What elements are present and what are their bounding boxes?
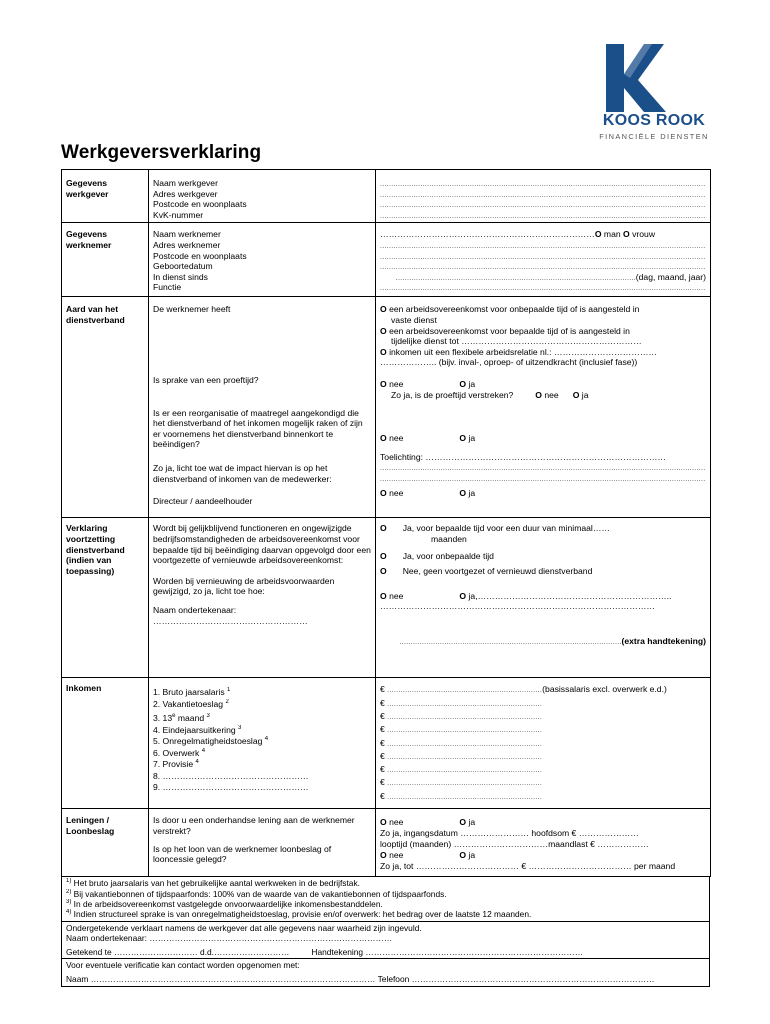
section-aard <box>62 297 711 518</box>
reorganisatie-options <box>380 433 706 444</box>
input-value[interactable] <box>387 763 542 776</box>
loonbeslag-options <box>380 850 706 861</box>
question-column <box>149 518 376 678</box>
option-label: Ja, voor onbepaalde tijd <box>402 550 494 561</box>
q-proeftijd: Is sprake van een proeftijd? <box>153 374 259 385</box>
euro-sign: € <box>380 684 385 695</box>
input-value[interactable] <box>387 790 542 803</box>
input-salaris[interactable] <box>387 683 542 696</box>
input-verificatie-telefoon[interactable]: Telefoon …………………………………………………………………………… <box>377 973 655 984</box>
radio-lening-ja[interactable]: O <box>459 817 467 828</box>
radio-beslag-nee[interactable]: O <box>380 850 387 861</box>
extra-signature-line[interactable] <box>380 636 706 647</box>
footnote-ref: 4 <box>201 748 206 755</box>
field-values <box>376 223 711 297</box>
section-label: Gegevens werknemer <box>62 223 149 297</box>
section-leningen <box>62 809 711 877</box>
radio-onbepaald[interactable]: O <box>380 304 387 315</box>
radio-flexibel[interactable]: O <box>380 346 387 357</box>
input-getekend-te[interactable]: Getekend te ………………………… d.d.……………………… <box>66 946 290 957</box>
income-value-5[interactable] <box>380 737 706 750</box>
footnote-num: 2) <box>66 888 72 895</box>
footnote-text: Het bruto jaarsalaris van het gebruikelijke aantal werkweken in de bedrijfstak. <box>73 878 360 889</box>
radio-nee-voortgezet[interactable]: O <box>380 566 387 577</box>
option-label: een arbeidsovereenkomst voor bepaalde tijd of is aangesteld in <box>389 325 630 336</box>
q-voortzetting: Wordt bij gelijkblijvend functioneren en ongewijzigde bedrijfsomstandigheden de arbeidsovereenkomst voor bepaalde tijd bij beëindiging daarvan opgevolgd door een voortgezette of vernieuwde arbeidsovereenkomst: <box>153 523 371 566</box>
verificatie <box>61 959 710 986</box>
section-werknemer <box>62 223 711 297</box>
section-werkgever <box>62 170 711 223</box>
item-label: 5. Onregelmatigheidstoeslag <box>153 736 263 747</box>
section-label: Leningen / Loonbeslag <box>62 809 149 877</box>
radio-man[interactable]: O <box>594 229 602 240</box>
income-values <box>376 678 711 809</box>
income-value-8[interactable] <box>380 776 706 789</box>
field-naam-werkgever: Naam werkgever <box>153 178 218 188</box>
option-label: inkomen uit een flexibele arbeidsrelatie nl.: ……………………………… <box>389 346 658 357</box>
income-item-7 <box>153 759 371 771</box>
input-value[interactable] <box>387 737 542 750</box>
item-label: 3. 13 <box>153 713 173 724</box>
declaration <box>61 922 710 960</box>
input-lening-looptijd[interactable]: looptijd (maanden) ……………………………maandlast € ……………… <box>380 839 649 850</box>
vernieuwing-options <box>380 591 706 602</box>
input-toelichting[interactable]: Toelichting: ………………………………………………………………………… <box>380 451 667 462</box>
section-label: Inkomen <box>62 678 149 809</box>
form-sheet <box>61 169 710 987</box>
input-value[interactable] <box>387 697 542 710</box>
option-ja-onbepaald[interactable] <box>380 551 706 562</box>
input-wijziging-2[interactable]: …………………………………………………………………………………… <box>380 601 655 612</box>
income-item-2 <box>153 699 371 711</box>
ordinal-sup: e <box>172 713 176 720</box>
euro-sign: € <box>380 777 385 788</box>
item-label: 4. Eindejaarsuitkering <box>153 724 236 735</box>
radio-verstreken-nee[interactable]: O <box>535 389 542 400</box>
q-ondertekenaar: Naam ondertekenaar: <box>153 604 237 615</box>
euro-sign: € <box>380 764 385 775</box>
q-impact: Zo ja, licht toe wat de impact hiervan is op het dienstverband of inkomen van de medewerker: <box>153 462 332 484</box>
footnote-4 <box>66 909 705 919</box>
signature-line <box>66 947 705 958</box>
page-title: Werkgeversverklaring <box>61 142 262 163</box>
input-postcode-werkgever[interactable] <box>380 199 706 210</box>
lening-options <box>380 817 706 828</box>
input-value[interactable] <box>387 710 542 723</box>
radio-beslag-ja[interactable]: O <box>459 850 467 861</box>
input-lening-details[interactable]: Zo ja, ingangsdatum …………………… hoofdsom € ………………… <box>380 828 639 839</box>
label-ja: ja <box>468 850 476 861</box>
option-label: maanden <box>431 533 467 544</box>
footnote-ref: 3 <box>238 725 242 732</box>
field-in-dienst: In dienst sinds <box>153 271 208 282</box>
input-naam-ondertekenaar[interactable]: Naam ondertekenaar: …………………………………………………………………………… <box>66 933 393 944</box>
input-adres-werknemer[interactable] <box>380 240 706 251</box>
euro-sign: € <box>380 737 385 748</box>
radio-wijziging-nee[interactable]: O <box>380 590 387 601</box>
radio-lening-nee[interactable]: O <box>380 817 387 828</box>
label-ja: ja <box>468 487 476 498</box>
radio-dga-nee[interactable]: O <box>380 487 387 498</box>
section-label: Verklaring voortzetting dienstverband (indien van toepassing) <box>62 518 149 678</box>
footnote-num: 1) <box>66 878 72 885</box>
input-beslag-details[interactable]: Zo ja, tot ……………………………… € ……………………………… per maand <box>380 861 676 872</box>
q-loonbeslag: Is op het loon van de werknemer loonbeslag of looncessie gelegd? <box>153 843 332 865</box>
input-extra-handtekening[interactable] <box>399 636 621 647</box>
input-value[interactable] <box>387 750 542 763</box>
form-table <box>61 169 711 877</box>
radio-verstreken-ja[interactable]: O <box>572 389 580 400</box>
footnote-ref: 4 <box>264 736 269 743</box>
answer-column <box>376 809 711 877</box>
option-label: Nee, geen voortgezet of vernieuwd dienstverband <box>402 566 593 577</box>
input-flexibel[interactable]: ……………….. (bijv. inval-, oproep- of uitzendkracht (inclusief fase)) <box>380 357 638 368</box>
income-value-7[interactable] <box>380 763 706 776</box>
income-value-6[interactable] <box>380 750 706 763</box>
income-items <box>149 678 376 809</box>
input-ondertekenaar[interactable]: ……………………………………………… <box>153 615 308 626</box>
option-nee-voortgezet[interactable] <box>380 566 706 577</box>
input-functie[interactable] <box>380 282 706 293</box>
question-column <box>149 809 376 877</box>
input-bepaald-tot[interactable]: tijdelijke dienst tot ……………………………………………………… <box>391 336 642 347</box>
footnote-1 <box>66 878 705 888</box>
label-ja: ja <box>468 378 476 389</box>
label-nee: nee <box>389 433 404 444</box>
item-label: 1. Bruto jaarsalaris <box>153 687 225 698</box>
income-item-5 <box>153 736 371 748</box>
radio-wijziging-ja[interactable]: O <box>459 590 467 601</box>
answer-column <box>376 518 711 678</box>
input-wijziging[interactable]: ja,………………………………………………………….. <box>468 590 672 601</box>
income-item-9[interactable]: 9. …………………………………………… <box>153 782 309 793</box>
field-functie: Functie <box>153 282 182 293</box>
verificatie-line <box>66 974 705 985</box>
label-vrouw: vrouw <box>632 229 656 240</box>
q-lening: Is door u een onderhandse lening aan de werknemer verstrekt? <box>153 815 355 836</box>
item-label: maand <box>175 713 205 724</box>
label-nee: nee <box>389 590 404 601</box>
in-dienst-line <box>380 272 706 283</box>
declaration-text: Ondergetekende verklaart namens de werkgever dat alle gegevens naar waarheid zijn ingevuld. <box>66 922 422 933</box>
euro-sign: € <box>380 750 385 761</box>
euro-sign: € <box>380 790 385 801</box>
radio-reorg-nee[interactable]: O <box>380 433 387 444</box>
input-value[interactable] <box>387 723 542 736</box>
field-labels <box>149 170 376 223</box>
label-nee: nee <box>389 378 404 389</box>
footnote-num: 3) <box>66 899 72 906</box>
radio-vrouw[interactable]: O <box>623 229 630 240</box>
answer-column <box>376 297 711 518</box>
input-impact-2[interactable] <box>380 473 706 484</box>
field-naam-werknemer: Naam werknemer <box>153 229 221 240</box>
label-man: man <box>603 229 621 240</box>
income-value-3[interactable] <box>380 710 706 723</box>
radio-bepaald[interactable]: O <box>380 325 387 336</box>
footnote-text: Indien structureel sprake is van onregelmatigheidstoeslag, provisie en/of overwerk: het bedrag over de laatste 12 maanden. <box>73 909 532 920</box>
euro-sign: € <box>380 697 385 708</box>
income-value-9[interactable] <box>380 790 706 803</box>
income-value-2[interactable] <box>380 697 706 710</box>
label-nee: nee <box>544 389 559 400</box>
footnote-ref: 3 <box>206 713 210 720</box>
euro-sign: € <box>380 710 385 721</box>
proeftijd-options <box>380 379 706 390</box>
label-nee: nee <box>389 850 404 861</box>
field-postcode-werknemer: Postcode en woonplaats <box>153 250 247 261</box>
input-naam-werkgever[interactable] <box>380 178 706 189</box>
income-item-3 <box>153 713 371 725</box>
section-label: Aard van het dienstverband <box>62 297 149 518</box>
section-inkomen <box>62 678 711 809</box>
income-value-4[interactable] <box>380 723 706 736</box>
item-label: 7. Provisie <box>153 759 194 770</box>
input-value[interactable] <box>387 776 542 789</box>
field-geboortedatum: Geboortedatum <box>153 261 213 272</box>
label-ja: ja <box>581 389 589 400</box>
option-onbepaalde-tijd[interactable] <box>380 304 706 315</box>
field-kvk: KvK-nummer <box>153 209 204 220</box>
radio-ja-bepaald[interactable]: O <box>380 523 387 534</box>
date-hint: (dag, maand, jaar) <box>635 271 706 282</box>
brand-subtitle: FINANCIËLE DIENSTEN <box>599 132 709 141</box>
brand-name: KOOS ROOK <box>602 112 706 129</box>
footnote-num: 4) <box>66 909 72 916</box>
radio-dga-ja[interactable]: O <box>459 487 467 498</box>
label-nee: nee <box>389 487 404 498</box>
option-label: Ja, voor bepaalde tijd voor een duur van minimaal…… <box>402 523 611 534</box>
option-ja-bepaald[interactable] <box>380 523 706 534</box>
field-postcode-werkgever: Postcode en woonplaats <box>153 199 247 210</box>
q-reorganisatie: Is er een reorganisatie of maatregel aangekondigd die het dienstverband of het inkomen mogelijk raken of zijn er voornemens het dienstverband binnenkort te beëindigen? <box>153 407 363 450</box>
extra-signature-label: (extra handtekening) <box>621 635 706 646</box>
label-nee: nee <box>389 817 404 828</box>
footnote-ref: 4 <box>195 759 199 766</box>
footnote-ref: 1 <box>227 687 231 694</box>
input-verificatie-naam[interactable]: Naam ………………………………………………………………………………………… <box>66 973 376 984</box>
option-bepaalde-tijd[interactable] <box>380 326 706 337</box>
income-item-1 <box>153 687 371 699</box>
radio-proeftijd-nee[interactable]: O <box>380 378 387 389</box>
koos-rook-logo <box>586 38 718 146</box>
q-vernieuwing: Worden bij vernieuwing de arbeidsvoorwaarden gewijzigd, zo ja, licht toe hoe: <box>153 575 335 597</box>
label-ja: ja <box>468 433 476 444</box>
footnotes <box>61 877 710 921</box>
footnote-3 <box>66 899 705 909</box>
option-label: een arbeidsovereenkomst voor onbepaalde tijd of is aangesteld in <box>389 304 640 315</box>
radio-ja-onbepaald[interactable]: O <box>380 550 387 561</box>
footnote-text: In de arbeidsovereenkomst vastgelegde onvoorwaardelijke inkomensbestanddelen. <box>73 898 383 909</box>
footnote-2 <box>66 889 705 899</box>
input-in-dienst[interactable] <box>396 272 636 283</box>
salary-note: (basissalaris excl. overwerk e.d.) <box>542 684 667 695</box>
input-adres-werkgever[interactable] <box>380 189 706 200</box>
section-verklaring <box>62 518 711 678</box>
label-ja: ja <box>468 817 476 828</box>
radio-proeftijd-ja[interactable]: O <box>459 378 467 389</box>
option-label: vaste dienst <box>391 314 437 325</box>
input-kvk[interactable] <box>380 210 706 221</box>
footnote-text: Bij vakantiebonnen of tijdspaarfonds: 100% van de waarde van de vakantiebonnen of tijdspaarfonds. <box>73 888 447 899</box>
field-adres-werkgever: Adres werkgever <box>153 188 218 199</box>
field-values <box>376 170 711 223</box>
input-impact-1[interactable] <box>380 462 706 473</box>
input-geboortedatum[interactable] <box>380 261 706 272</box>
input-naam-werknemer[interactable]: ………………………………………………………………… <box>380 229 595 240</box>
directeur-options <box>380 488 706 499</box>
q-verstreken: Zo ja, is de proeftijd verstreken? <box>391 389 514 400</box>
q-directeur: Directeur / aandeelhouder <box>153 496 253 507</box>
income-item-8[interactable]: 8. …………………………………………… <box>153 770 309 781</box>
verificatie-text: Voor eventuele verificatie kan contact worden opgenomen met: <box>66 960 300 971</box>
question-column <box>149 297 376 518</box>
income-item-4 <box>153 725 371 737</box>
radio-reorg-ja[interactable]: O <box>459 433 467 444</box>
euro-sign: € <box>380 724 385 735</box>
naam-gender-line <box>380 229 706 240</box>
footnote-ref: 2 <box>225 699 229 706</box>
section-label: Gegevens werkgever <box>62 170 149 223</box>
input-handtekening[interactable]: Handtekening …………………………………………………………………… <box>311 946 584 957</box>
income-value-1[interactable] <box>380 683 706 696</box>
field-adres-werknemer: Adres werknemer <box>153 239 221 250</box>
field-labels <box>149 223 376 297</box>
option-flexibel[interactable] <box>380 347 706 358</box>
q-werknemer-heeft: De werknemer heeft <box>153 304 231 315</box>
proeftijd-verstreken <box>380 390 706 401</box>
input-postcode-werknemer[interactable] <box>380 251 706 262</box>
item-label: 2. Vakantietoeslag <box>153 698 224 709</box>
income-item-6 <box>153 748 371 760</box>
item-label: 6. Overwerk <box>153 747 200 758</box>
